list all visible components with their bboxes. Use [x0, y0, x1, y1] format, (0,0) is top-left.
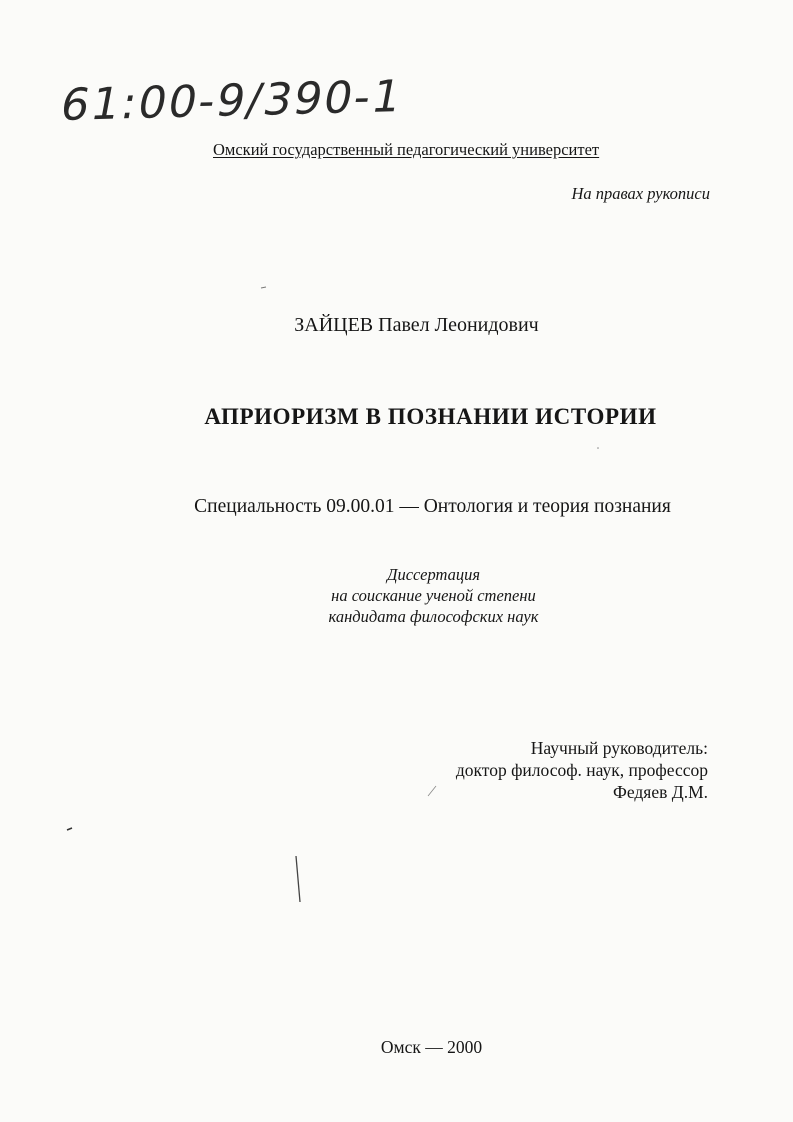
dissertation-description: [0, 564, 793, 627]
supervisor-degree: доктор философ. наук, профессор: [455, 760, 708, 780]
supervisor-label: Научный руководитель:: [530, 738, 708, 758]
author-name: ЗАЙЦЕВ Павел Леонидович: [294, 314, 539, 336]
supervisor-block: [456, 737, 708, 803]
scan-mark-vertical: [296, 856, 300, 902]
dissertation-title: АПРИОРИЗМ В ПОЗНАНИИ ИСТОРИИ: [204, 404, 657, 429]
dissertation-line-2: на соискание ученой степени: [331, 586, 536, 605]
dissertation-line-3: кандидата философских наук: [328, 607, 539, 626]
scan-mark-speck: [597, 447, 599, 449]
manuscript-note: На правах рукописи: [571, 184, 710, 203]
city-year: Омск — 2000: [380, 1037, 483, 1057]
dissertation-line-1: Диссертация: [386, 565, 481, 584]
supervisor-name: Федяев Д.М.: [613, 782, 708, 802]
handwritten-catalog-number: 61:00-9/390-1: [56, 71, 408, 131]
university-name: Омский государственный педагогический университет: [213, 140, 600, 159]
scan-mark-diagonal: [428, 786, 436, 796]
scan-mark-dot-top: [261, 287, 266, 288]
specialty-line: Специальность 09.00.01 — Онтология и теория познания: [194, 496, 671, 517]
scan-mark-dot-left: [67, 828, 72, 830]
